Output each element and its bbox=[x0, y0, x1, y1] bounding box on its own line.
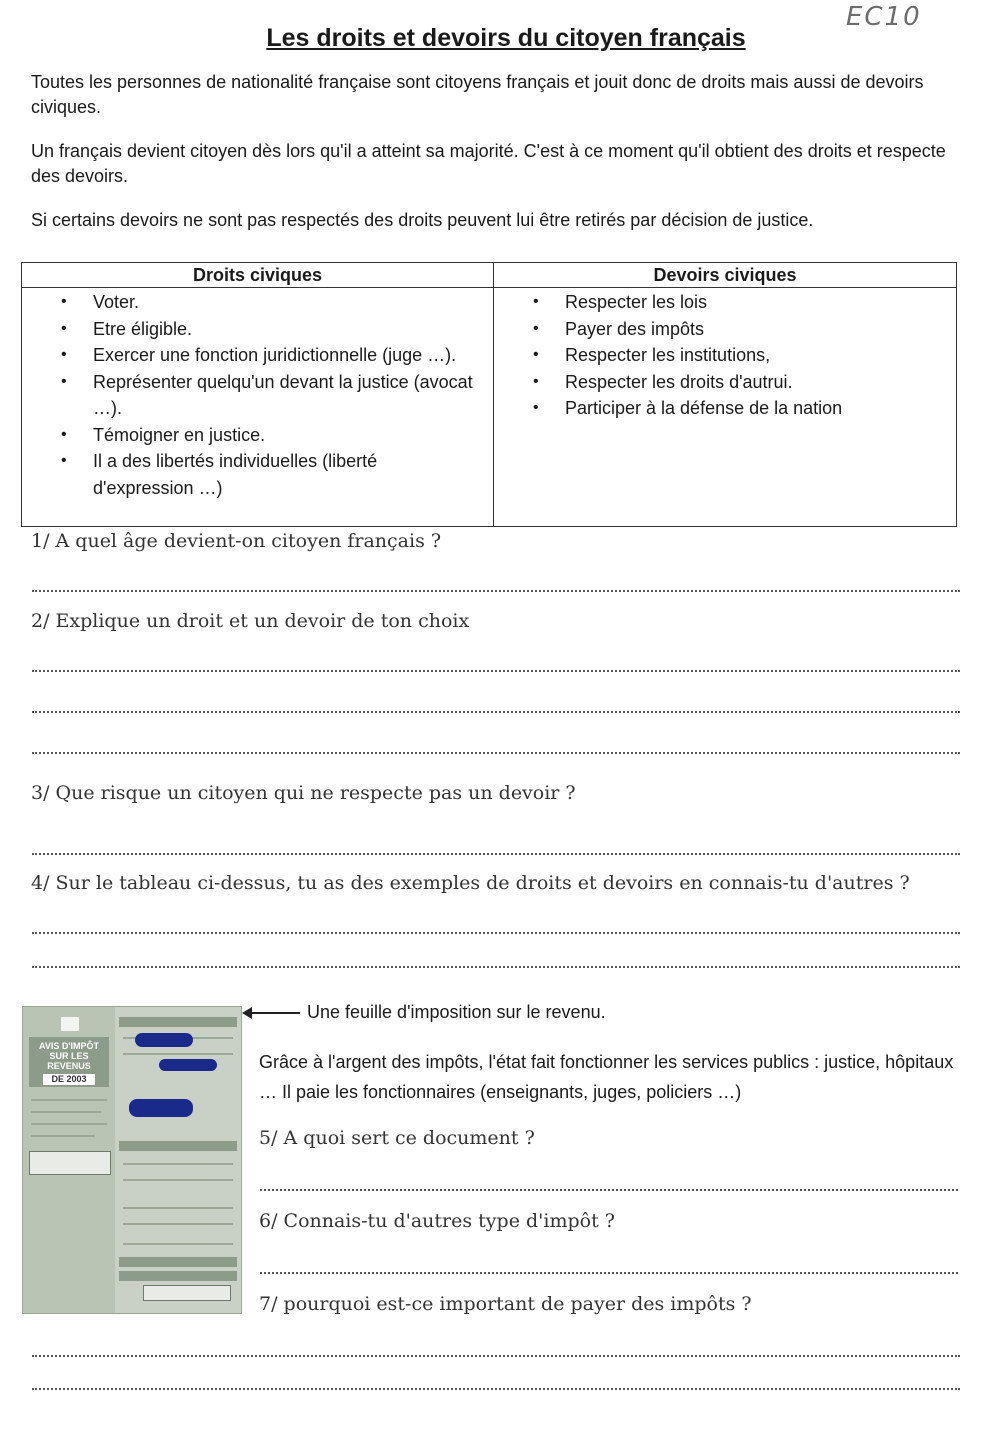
taxes-explanation: Grâce à l'argent des impôts, l'état fait fonctionner les services publics : justice, hôpitaux … Il paie les fonctionnaires (enseignants, juges, policiers …) bbox=[259, 1052, 954, 1102]
question-3: 3/ Que risque un citoyen qui ne respecte pas un devoir ? bbox=[31, 782, 576, 804]
answer-line[interactable] bbox=[32, 1378, 960, 1390]
duties-list-item: • Respecter les lois bbox=[494, 289, 956, 316]
answer-line[interactable] bbox=[32, 701, 960, 713]
bullet-icon: • bbox=[61, 425, 67, 443]
bullet-icon: • bbox=[533, 293, 539, 310]
page-title: Les droits et devoirs du citoyen français bbox=[266, 24, 746, 52]
bullet-icon: • bbox=[61, 346, 67, 363]
rights-list-item: • Exercer une fonction juridictionnelle (juge …). bbox=[22, 342, 493, 369]
question-4: 4/ Sur le tableau ci-dessus, tu as des exemples de droits et devoirs en connais-tu d'autres ? bbox=[31, 872, 910, 894]
question-2: 2/ Explique un droit et un devoir de ton choix bbox=[31, 610, 470, 632]
bullet-icon: • bbox=[533, 399, 539, 416]
redaction-mark bbox=[135, 1033, 193, 1047]
handwritten-reference: EC10 bbox=[846, 2, 922, 32]
answer-line[interactable] bbox=[32, 580, 960, 592]
intro-paragraph-1: Toutes les personnes de nationalité française sont citoyens français et jouit donc de droits mais aussi de devoirs civiques. bbox=[31, 72, 924, 117]
answer-line[interactable] bbox=[260, 1262, 958, 1274]
answer-line[interactable] bbox=[32, 660, 960, 672]
bullet-icon: • bbox=[61, 372, 67, 390]
rights-list bbox=[22, 289, 493, 501]
intro-paragraph-2: Un français devient citoyen dès lors qu'il a atteint sa majorité. C'est à ce moment qu'il obtient des droits et respecte des devoirs. bbox=[31, 141, 946, 186]
question-1: 1/ A quel âge devient-on citoyen français ? bbox=[31, 530, 442, 552]
duties-list-item: • Respecter les institutions, bbox=[494, 342, 956, 369]
rights-cell bbox=[22, 288, 494, 527]
duties-header: Devoirs civiques bbox=[494, 263, 957, 288]
rights-list-item: • Etre éligible. bbox=[22, 316, 493, 343]
arrow-left-icon bbox=[244, 1012, 300, 1014]
government-logo bbox=[61, 1017, 79, 1031]
rights-header: Droits civiques bbox=[22, 263, 494, 288]
duties-list-item: • Payer des impôts bbox=[494, 316, 956, 343]
answer-line[interactable] bbox=[32, 922, 960, 934]
rights-duties-table bbox=[21, 262, 957, 527]
bullet-icon: • bbox=[533, 372, 539, 390]
bullet-icon: • bbox=[61, 452, 67, 469]
duties-cell bbox=[494, 288, 957, 527]
question-7: 7/ pourquoi est-ce important de payer des impôts ? bbox=[259, 1293, 752, 1315]
answer-line[interactable] bbox=[32, 742, 960, 754]
rights-list-item: • Représenter quelqu'un devant la justice (avocat …). bbox=[22, 369, 493, 422]
answer-line[interactable] bbox=[260, 1179, 958, 1191]
rights-list-item: • Témoigner en justice. bbox=[22, 422, 493, 449]
bullet-icon: • bbox=[61, 319, 67, 337]
question-6: 6/ Connais-tu d'autres type d'impôt ? bbox=[259, 1210, 615, 1232]
duties-list-item: • Respecter les droits d'autrui. bbox=[494, 369, 956, 396]
tax-notice-caption: Une feuille d'imposition sur le revenu. bbox=[307, 1002, 606, 1022]
bullet-icon: • bbox=[533, 319, 539, 337]
answer-line[interactable] bbox=[32, 956, 960, 968]
rights-list-item: • Voter. bbox=[22, 289, 493, 316]
duties-list-item: • Participer à la défense de la nation bbox=[494, 395, 956, 422]
redaction-mark bbox=[159, 1059, 217, 1071]
bullet-icon: • bbox=[61, 293, 67, 310]
tax-notice-image bbox=[22, 1006, 242, 1314]
duties-list bbox=[494, 289, 956, 422]
answer-line[interactable] bbox=[32, 1345, 960, 1357]
rights-list-item: • Il a des libertés individuelles (liberté d'expression …) bbox=[22, 448, 493, 501]
bullet-icon: • bbox=[533, 346, 539, 363]
answer-line[interactable] bbox=[32, 843, 960, 855]
redaction-mark bbox=[129, 1099, 193, 1117]
question-5: 5/ A quoi sert ce document ? bbox=[259, 1127, 535, 1149]
intro-paragraph-3: Si certains devoirs ne sont pas respectés des droits peuvent lui être retirés par décision de justice. bbox=[31, 210, 814, 230]
tax-notice-badge: AVIS D'IMPÔT SUR LES REVENUS DE 2003 bbox=[29, 1037, 109, 1087]
